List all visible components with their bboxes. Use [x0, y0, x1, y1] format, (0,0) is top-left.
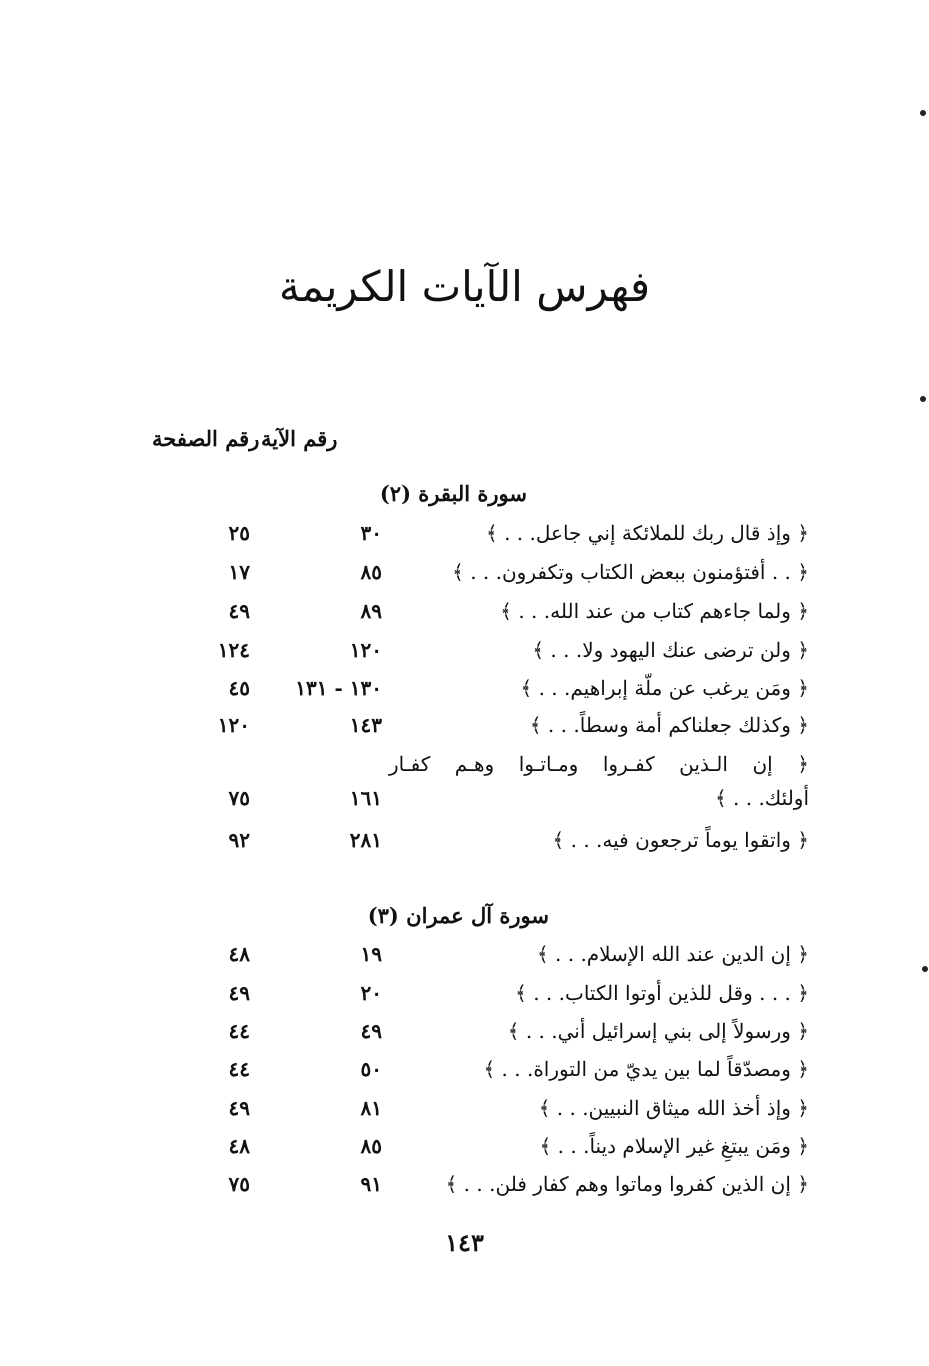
page-number: ٤٩	[228, 599, 250, 623]
index-row	[0, 676, 929, 714]
verse-text: ﴿ ورسولاً إلى بني إسرائيل أني. . . ﴾	[507, 1019, 809, 1043]
index-row	[0, 560, 929, 598]
page-number: ٤٨	[228, 1134, 250, 1158]
index-row	[0, 828, 929, 866]
page-number: ٤٤	[228, 1019, 250, 1043]
page-number: ٤٩	[228, 981, 250, 1005]
page-number: ٤٩	[228, 1096, 250, 1120]
surah-heading: سورة آل عمران (٣)	[367, 903, 549, 928]
verse-number: ٢٠	[360, 981, 382, 1005]
surah-heading: سورة البقرة (٢)	[379, 481, 527, 506]
index-row	[0, 942, 929, 980]
verse-text: ﴿ وإذ قال ربك للملائكة إني جاعل. . . ﴾	[486, 521, 809, 545]
verse-text: ﴿ إن الدين عند الله الإسلام. . . ﴾	[536, 942, 809, 966]
verse-number: ٥٠	[360, 1057, 382, 1081]
page-number: ١٢٤	[217, 638, 250, 662]
page-number: ٧٥	[228, 1172, 250, 1196]
header-verse-number: رقم الآية	[261, 426, 338, 451]
margin-dot	[920, 110, 926, 116]
verse-number: ٨٥	[360, 1134, 382, 1158]
verse-text: ﴿ إن الذين كفروا وماتوا وهم كفار فلن. . . ﴾	[445, 1172, 809, 1196]
verse-number: ٨٩	[360, 599, 382, 623]
verse-number: ١٦١	[349, 786, 382, 810]
verse-text: ﴿ ومَن يبتغِ غير الإسلام ديناً. . . ﴾	[539, 1134, 809, 1158]
verse-number: ٣٠	[360, 521, 382, 545]
index-row	[0, 752, 929, 790]
verse-text: أولئك. . . ﴾	[714, 786, 809, 810]
verse-number: ١٢٠	[349, 638, 382, 662]
index-row	[0, 638, 929, 676]
verse-text: ﴿ ولما جاءهم كتاب من عند الله. . . ﴾	[500, 599, 809, 623]
page-number: ٤٤	[228, 1057, 250, 1081]
verse-text: ﴿ وكذلك جعلناكم أمة وسطاً. . . ﴾	[529, 713, 809, 737]
index-row	[0, 981, 929, 1019]
verse-number: ١٣٠ - ١٣١	[295, 676, 382, 700]
index-row	[0, 1172, 929, 1210]
verse-text: ﴿ واتقوا يوماً ترجعون فيه. . . ﴾	[552, 828, 809, 852]
verse-number: ٢٨١	[349, 828, 382, 852]
footer-page-number: ١٤٣	[445, 1228, 484, 1257]
index-row	[0, 713, 929, 751]
verse-text: ﴿ . . أفتؤمنون ببعض الكتاب وتكفرون. . . ﴾	[452, 560, 809, 584]
verse-text: ﴿ ومَن يرغب عن ملّة إبراهيم. . . ﴾	[520, 676, 809, 700]
index-row	[0, 1096, 929, 1134]
index-row	[0, 1019, 929, 1057]
index-row	[0, 1057, 929, 1095]
verse-number: ٨١	[360, 1096, 382, 1120]
page-number: ٤٥	[228, 676, 250, 700]
verse-number: ٨٥	[360, 560, 382, 584]
verse-text: ﴿ . . . وقل للذين أوتوا الكتاب. . . ﴾	[515, 981, 809, 1005]
verse-text: ﴿ ولن ترضى عنك اليهود ولا. . . ﴾	[532, 638, 809, 662]
verse-number: ٤٩	[360, 1019, 382, 1043]
index-row	[0, 521, 929, 559]
page-number: ٤٨	[228, 942, 250, 966]
index-row	[0, 786, 929, 824]
page-title: فهرس الآيات الكريمة	[278, 262, 651, 311]
verse-number: ١٩	[360, 942, 382, 966]
verse-number: ٩١	[360, 1172, 382, 1196]
margin-dot	[920, 396, 926, 402]
verse-text: ﴿ ومصدّقاً لما بين يديّ من التوراة. . . ﴾	[483, 1057, 809, 1081]
header-page-number: رقم الصفحة	[152, 426, 260, 451]
index-row	[0, 599, 929, 637]
verse-number: ١٤٣	[349, 713, 382, 737]
page-number: ٩٢	[228, 828, 250, 852]
verse-text: ﴿ إن الـذين كفـروا ومـاتـوا وهـم كفـار	[389, 752, 809, 776]
index-row	[0, 1134, 929, 1172]
page-number: ٧٥	[228, 786, 250, 810]
page-number: ١٢٠	[217, 713, 250, 737]
column-headers	[0, 426, 929, 460]
page-number: ٢٥	[228, 521, 250, 545]
page-number: ١٧	[228, 560, 250, 584]
verse-text: ﴿ وإذ أخذ الله ميثاق النبيين. . . ﴾	[538, 1096, 809, 1120]
